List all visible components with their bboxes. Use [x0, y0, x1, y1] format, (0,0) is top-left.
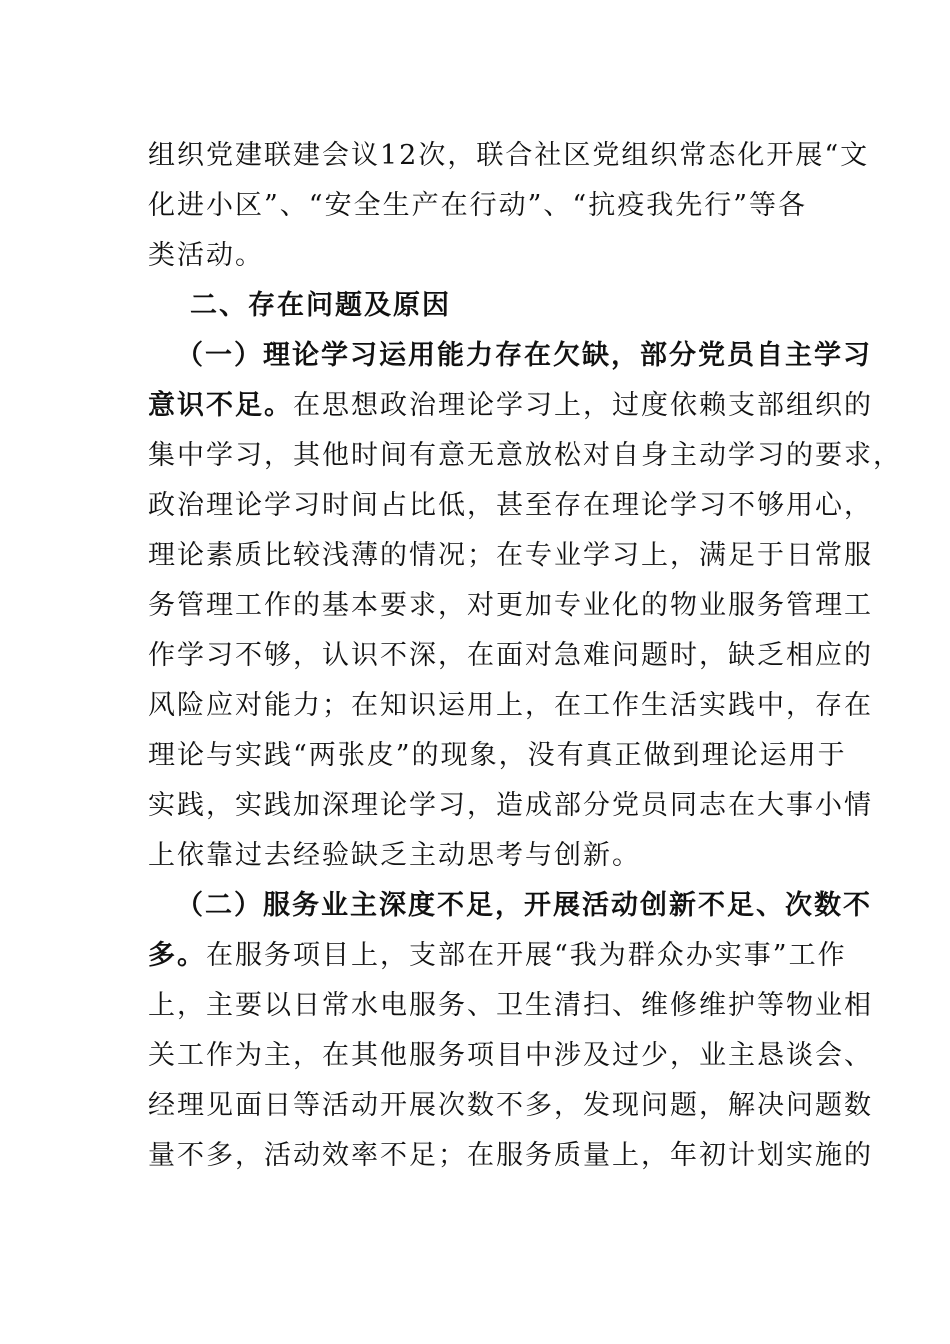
paragraph-line: 理论与实践“两张皮”的现象，没有真正做到理论运用于	[148, 740, 847, 771]
paragraph-line: 类活动。	[148, 240, 264, 271]
paragraph-line: 实践，实践加深理论学习，造成部分党员同志在大事小情	[148, 790, 873, 821]
paragraph-line: 量不多，活动效率不足；在服务质量上，年初计划实施的	[148, 1140, 873, 1171]
paragraph-line: 化进小区”、“安全生产在行动”、“抗疫我先行”等各	[148, 190, 808, 221]
paragraph-line: 务管理工作的基本要求，对更加专业化的物业服务管理工	[148, 590, 873, 621]
paragraph-line: 风险应对能力；在知识运用上，在工作生活实践中，存在	[148, 690, 873, 721]
paragraph-line: 关工作为主，在其他服务项目中涉及过少，业主恳谈会、	[148, 1040, 873, 1071]
paragraph-line: 理论素质比较浅薄的情况；在专业学习上，满足于日常服	[148, 540, 873, 571]
paragraph-line: 上依靠过去经验缺乏主动思考与创新。	[148, 840, 641, 871]
subsection-heading: （一）理论学习运用能力存在欠缺，部分党员自主学习	[176, 340, 872, 371]
paragraph-line: 上，主要以日常水电服务、卫生清扫、维修维护等物业相	[148, 990, 873, 1021]
paragraph-line	[148, 388, 873, 424]
paragraph-line: 集中学习，其他时间有意无意放松对自身主动学习的要求，	[148, 440, 902, 471]
paragraph-line: 政治理论学习时间占比低，甚至存在理论学习不够用心，	[148, 490, 873, 521]
paragraph-text: 在思想政治理论学习上，过度依赖支部组织的	[293, 390, 873, 421]
subsection-heading-continued: 多。	[148, 940, 206, 971]
paragraph-line	[148, 938, 847, 974]
paragraph-text: 在服务项目上，支部在开展“我为群众办实事”工作	[206, 940, 847, 971]
paragraph-line: 组织党建联建会议12次，联合社区党组织常态化开展“文	[148, 140, 870, 171]
subsection-heading-continued: 意识不足。	[148, 390, 293, 421]
subsection-heading: （二）服务业主深度不足，开展活动创新不足、次数不	[176, 890, 872, 921]
paragraph-line: 经理见面日等活动开展次数不多，发现问题，解决问题数	[148, 1090, 873, 1121]
section-heading: 二、存在问题及原因	[190, 290, 451, 321]
paragraph-line: 作学习不够，认识不深，在面对急难问题时，缺乏相应的	[148, 640, 873, 671]
